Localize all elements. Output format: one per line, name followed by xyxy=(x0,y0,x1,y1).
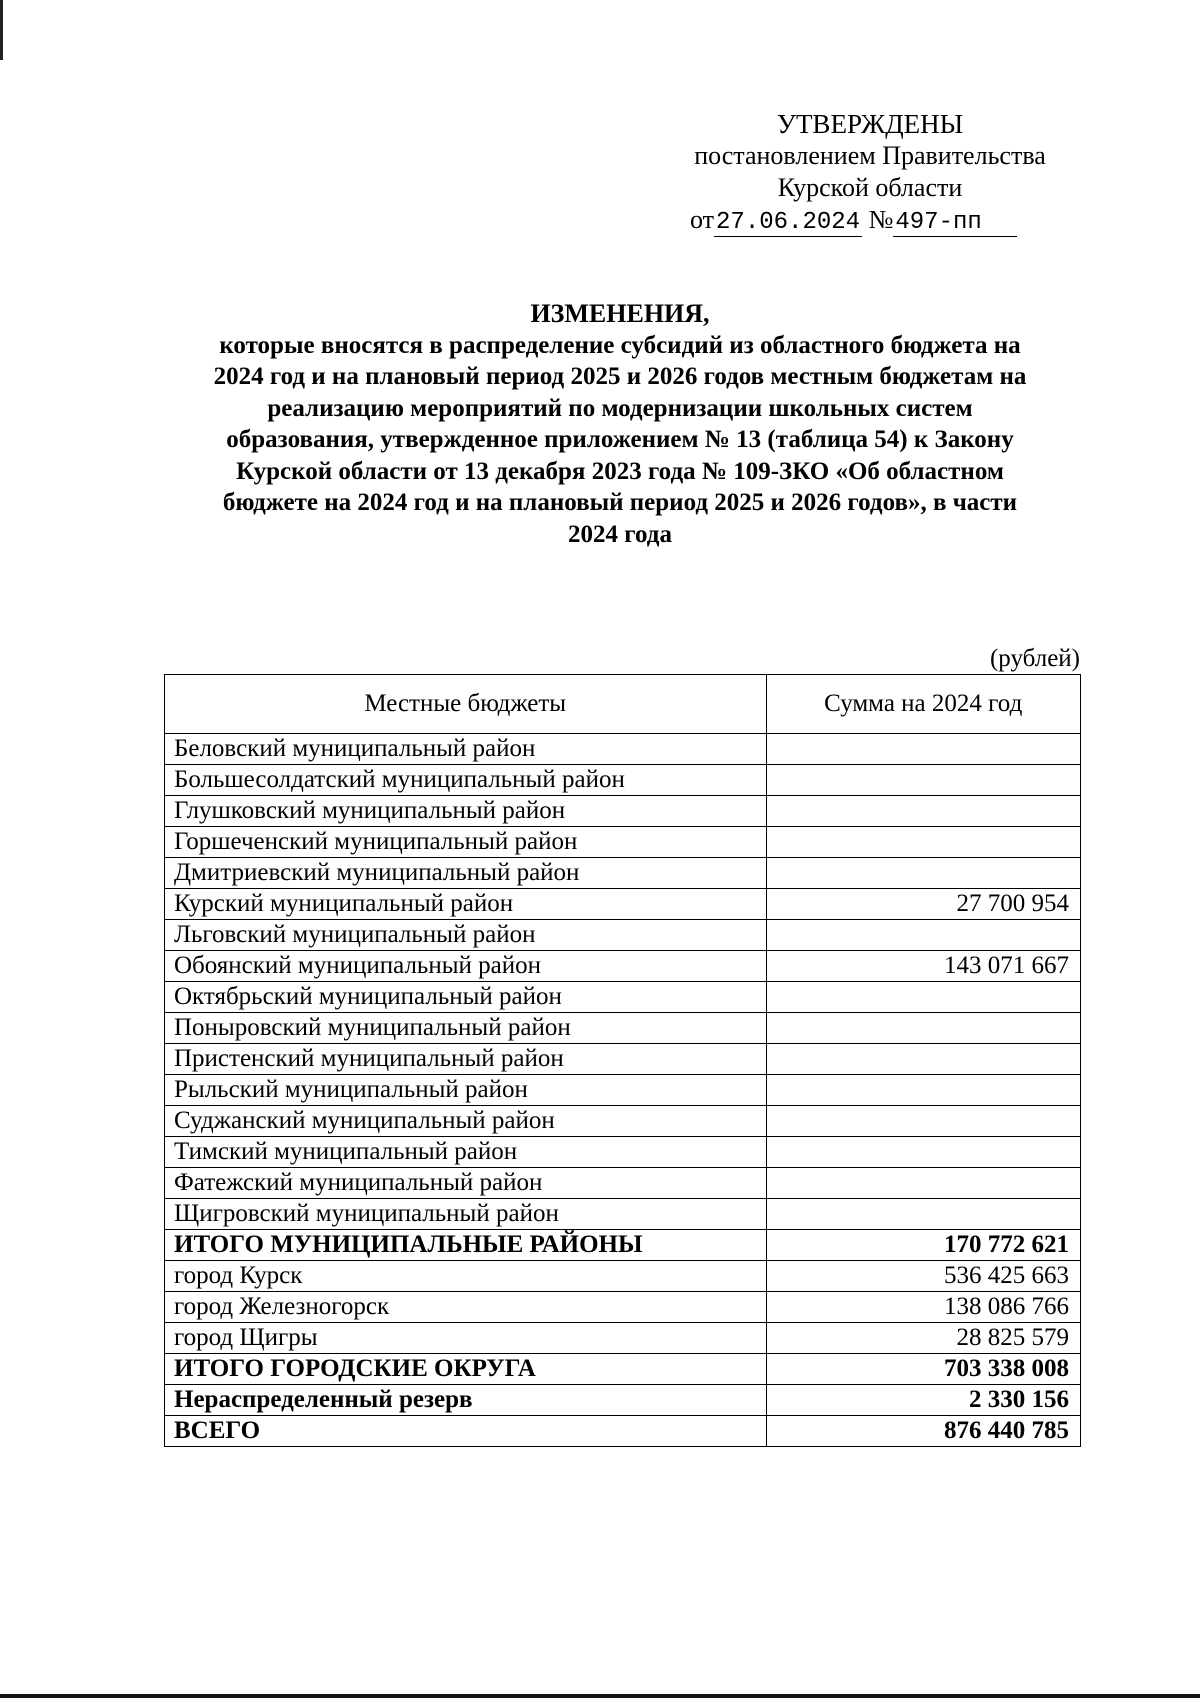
table-header-row xyxy=(165,675,1081,734)
amount-cell xyxy=(767,1044,1081,1075)
amount-cell xyxy=(767,982,1081,1013)
column-header-budget: Местные бюджеты xyxy=(165,675,767,734)
approval-stamp xyxy=(660,108,1080,239)
budget-name-cell: Тимский муниципальный район xyxy=(165,1137,767,1168)
number-prefix: № xyxy=(868,205,894,234)
heading-line: 2024 года xyxy=(568,520,672,548)
table-row xyxy=(165,827,1081,858)
amount-cell xyxy=(767,1199,1081,1230)
budget-name-cell: Дмитриевский муниципальный район xyxy=(165,858,767,889)
number-underline-tail xyxy=(984,209,1017,237)
budget-name-cell: Поныровский муниципальный район xyxy=(165,1013,767,1044)
amount-cell xyxy=(767,858,1081,889)
column-header-amount: Сумма на 2024 год xyxy=(767,675,1081,734)
budget-name-cell: Льговский муниципальный район xyxy=(165,920,767,951)
approval-line-decree: постановлением Правительства xyxy=(694,141,1046,170)
table-row xyxy=(165,1106,1081,1137)
budget-name-cell: Щигровский муниципальный район xyxy=(165,1199,767,1230)
amount-cell: 170 772 621 xyxy=(767,1230,1081,1261)
budget-name-cell: город Железногорск xyxy=(165,1292,767,1323)
table-row xyxy=(165,1044,1081,1075)
amount-cell xyxy=(767,1168,1081,1199)
date-prefix: от xyxy=(690,205,715,234)
amount-cell xyxy=(767,734,1081,765)
table-row xyxy=(165,858,1081,889)
budget-name-cell: ИТОГО ГОРОДСКИЕ ОКРУГА xyxy=(165,1354,767,1385)
table-row xyxy=(165,734,1081,765)
approval-line-region: Курской области xyxy=(777,173,963,202)
table-total-row xyxy=(165,1385,1081,1416)
decree-number: 497-пп xyxy=(895,209,982,236)
budget-name-cell: Большесолдатский муниципальный район xyxy=(165,765,767,796)
heading-line: Курской области от 13 декабря 2023 года № 109-ЗКО «Об областном xyxy=(236,457,1004,485)
amount-cell: 2 330 156 xyxy=(767,1385,1081,1416)
table-row xyxy=(165,1292,1081,1323)
amount-cell xyxy=(767,1075,1081,1106)
table-row xyxy=(165,1199,1081,1230)
budget-name-cell: город Курск xyxy=(165,1261,767,1292)
amount-cell xyxy=(767,1137,1081,1168)
table-row xyxy=(165,796,1081,827)
amount-cell xyxy=(767,827,1081,858)
amount-cell xyxy=(767,765,1081,796)
table-row xyxy=(165,1137,1081,1168)
amount-cell: 143 071 667 xyxy=(767,951,1081,982)
budget-name-cell: Суджанский муниципальный район xyxy=(165,1106,767,1137)
approval-dateline xyxy=(690,204,1080,239)
budget-name-cell: город Щигры xyxy=(165,1323,767,1354)
amount-cell xyxy=(767,920,1081,951)
amount-cell xyxy=(767,1106,1081,1137)
budget-name-cell: ВСЕГО xyxy=(165,1416,767,1447)
budget-table xyxy=(164,674,1081,1447)
heading-line: бюджете на 2024 год и на плановый период 2025 и 2026 годов», в части xyxy=(222,489,1018,516)
approval-title: УТВЕРЖДЕНЫ xyxy=(776,109,964,139)
heading-title: ИЗМЕНЕНИЯ, xyxy=(530,299,710,328)
table-row xyxy=(165,1075,1081,1106)
amount-cell: 536 425 663 xyxy=(767,1261,1081,1292)
budget-name-cell: Беловский муниципальный район xyxy=(165,734,767,765)
budget-name-cell: Пристенский муниципальный район xyxy=(165,1044,767,1075)
document-heading xyxy=(150,298,1090,550)
budget-name-cell: Курский муниципальный район xyxy=(165,889,767,920)
heading-line: которые вносятся в распределение субсидий из областного бюджета на xyxy=(219,331,1021,359)
table-row xyxy=(165,951,1081,982)
table-total-row xyxy=(165,1416,1081,1447)
budget-name-cell: ИТОГО МУНИЦИПАЛЬНЫЕ РАЙОНЫ xyxy=(165,1230,767,1261)
table-row xyxy=(165,765,1081,796)
amount-cell: 28 825 579 xyxy=(767,1323,1081,1354)
decree-date: 27.06.2024 xyxy=(716,209,861,236)
table-total-row xyxy=(165,1230,1081,1261)
table-row xyxy=(165,1323,1081,1354)
budget-name-cell: Горшеченский муниципальный район xyxy=(165,827,767,858)
scan-edge-bottom xyxy=(0,1694,1200,1698)
table-row xyxy=(165,982,1081,1013)
budget-name-cell: Глушковский муниципальный район xyxy=(165,796,767,827)
heading-line: 2024 год и на плановый период 2025 и 2026 годов местным бюджетам на xyxy=(213,363,1027,390)
scan-edge-left xyxy=(0,0,3,60)
budget-name-cell: Октябрьский муниципальный район xyxy=(165,982,767,1013)
amount-cell: 876 440 785 xyxy=(767,1416,1081,1447)
heading-line: образования, утвержденное приложением № 13 (таблица 54) к Закону xyxy=(226,426,1014,453)
amount-cell: 703 338 008 xyxy=(767,1354,1081,1385)
budget-name-cell: Рыльский муниципальный район xyxy=(165,1075,767,1106)
table-row xyxy=(165,1261,1081,1292)
amount-cell xyxy=(767,1013,1081,1044)
table-row xyxy=(165,1168,1081,1199)
budget-name-cell: Обоянский муниципальный район xyxy=(165,951,767,982)
budget-name-cell: Нераспределенный резерв xyxy=(165,1385,767,1416)
table-row xyxy=(165,1013,1081,1044)
table-row xyxy=(165,920,1081,951)
table-body xyxy=(165,734,1081,1447)
table-total-row xyxy=(165,1354,1081,1385)
amount-cell: 27 700 954 xyxy=(767,889,1081,920)
amount-cell xyxy=(767,796,1081,827)
amount-cell: 138 086 766 xyxy=(767,1292,1081,1323)
units-label: (рублей) xyxy=(989,645,1080,672)
heading-line: реализацию мероприятий по модернизации школьных систем xyxy=(267,394,973,422)
budget-name-cell: Фатежский муниципальный район xyxy=(165,1168,767,1199)
table-row xyxy=(165,889,1081,920)
